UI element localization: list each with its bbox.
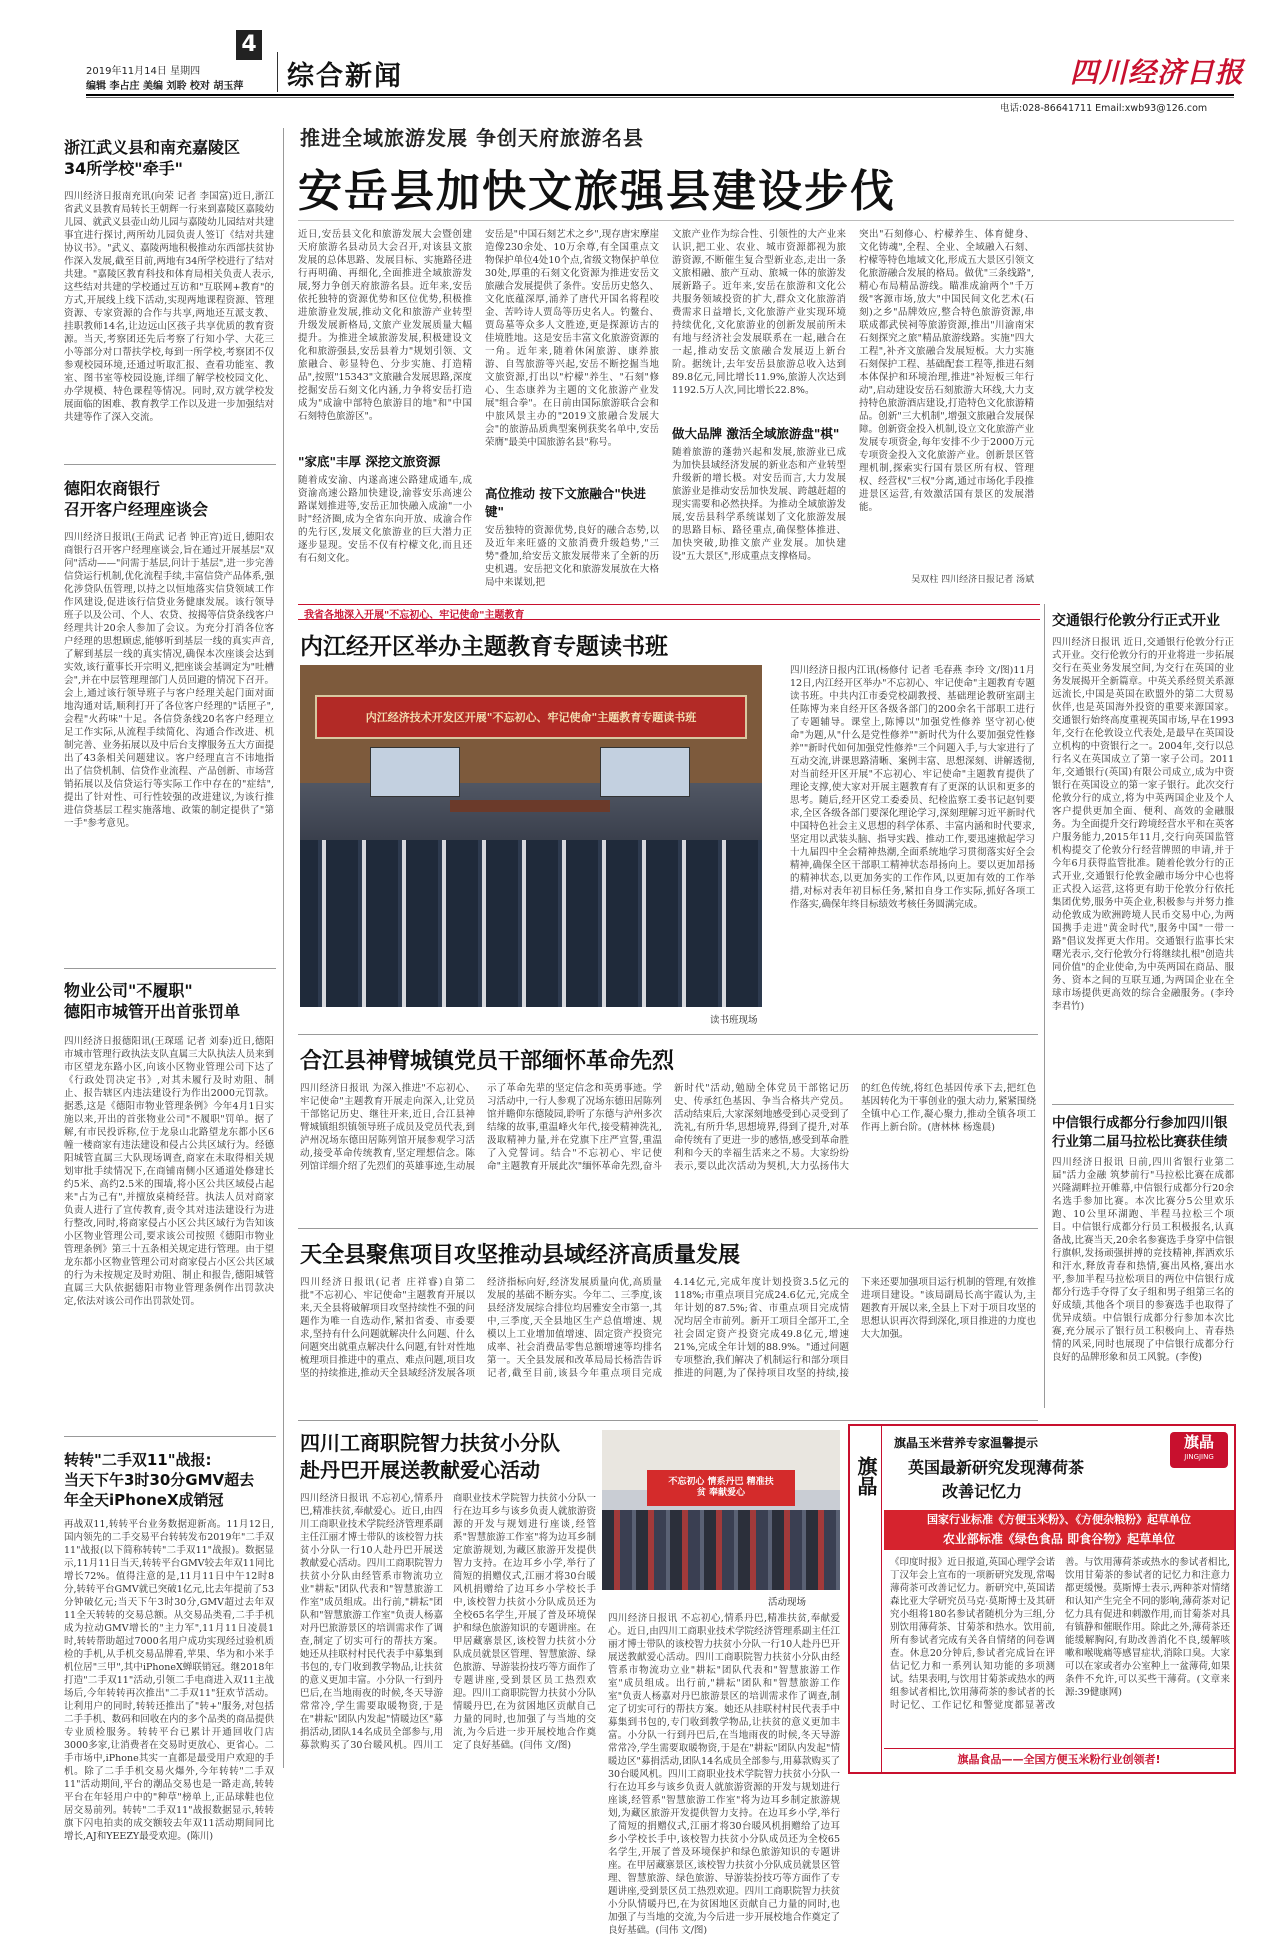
ad-brand-line: 旗晶玉米营养专家温馨提示 <box>894 1436 1039 1450</box>
neijiang-photo: 内江经济技术开发区开展"不忘初心、牢记使命"主题教育专题读书班 <box>300 665 762 1007</box>
hejiang-body: 四川经济日报讯 为深入推进"不忘初心、牢记使命"主题教育开展走向深入,让党员干部铭记历史、继往开来,近日,合江县神臂城镇组织镇领导班子成员及党员代表,到泸州况场东德田居陈列馆开展参观学习活动,接受革命传统教育,坚定理想信念。陈列馆详细介绍了先烈们的英雄事迹,生动展示了革命先辈的坚定信念和英勇事迹。学习活动中,一行人参观了况场东德田居陈列馆并瞻仰东德陵园,聆听了东德与泸州多次结缘的故事,重温峰火年代,接受精神洗礼,汲取精神力量,并在党旗下庄严宣誓,重温了入党誓词。结合"不忘初心、牢记使命"主题教育开展此次"缅怀革命先烈,奋斗新时代"活动,勉励全体党员干部铭记历史、传承红色基因、争当合格共产党员。活动结束后,大家深刻地感受到心灵受到了洗礼,有所升华,思想境界,得到了提升,对革命传统有了更进一步的感悟,感受到革命胜利和今天的幸福生活来之不易。大家纷纷表示,要以此次活动为契机,大力弘扬伟大的红色传统,将红色基因传承下去,把红色基因转化为干事创业的强大动力,紧紧围绕全镇中心工作,凝心聚力,推动全镇各项工作再上新台阶。(唐林林 杨逸晨) <box>300 1083 1036 1172</box>
ad-red-band: 国家行业标准《方便玉米粉》、《方便杂粮粉》起草单位 农业部标准《绿色食品 即食谷物》起草单位 <box>884 1510 1234 1550</box>
neijiang-body: 四川经济日报内江讯(杨修付 记者 毛春燕 李玲 文/图)11月12日,内江经开区举办"不忘初心、牢记使命"主题教育专题读书班。中共内江市委党校副教授、基础理论教研室副主任陈博为来自经开区各级各部门的200余名干部职工进行了专题辅导。课堂上,陈博以"加强党性修养 坚守初心使命"为题,从"什么是党性修养""新时代为什么要加强党性修养""新时代如何加强党性修养"三个问题入手,与大家进行了互动交流,讲课思路清晰、案例丰富、思想深刻、讲解透彻,对当前经开区开展"不忘初心、牢记使命"主题教育提供了理论支撑,使大家对开展主题教育有了更深的认识和更多的思考。随后,经开区党工委委员、纪检监察工委书记赵钊要求,全区各级各部门要深化理论学习,深刻理解习近平新时代中国特色社会主义思想的科学体系、丰富内涵和时代要求,坚定用以武装头脑、指导实践、推动工作,要迅速掀起学习十九届四中全会精神热潮,全面系统地学习贯彻落实好全会精神,确保全区干部职工精神状态昂扬向上。要以更加昂扬的精神状态,以更加务实的工作作风,以更加有效的工作举措,对标对表年初目标任务,紧扣自身工作实际,抓好各项工作落实,确保年终目标绩效考核任务圆满完成。 <box>790 665 1035 910</box>
lead-col-2: 安岳是"中国石刻艺术之乡",现存唐宋摩崖造像230余处、10万余尊,有全国重点文物保护单位4处10个点,省级文物保护单位30处,厚重的石刻文化资源为推进安岳文旅融合发展提供了条件。安岳历史悠久、文化底蕴深厚,涌养了唐代开国名将程咬金、苦吟诗人贾岛等历史名人。钓鳌台、贾岛墓等众多人文胜迹,更是探源访古的佳境胜地。这是安岳丰富文化旅游资源的一角。近年来,随着休闲旅游、康养旅游、自驾旅游等兴起,安岳不断挖掘当地文旅资源,打出以"柠檬"养生、"石刻"修心、生态康养为主题的文化旅游产业发展"组合拳"。在日前由国际旅游联合会和中旅风景主办的"2019文旅融合发展大会"的旅游品质典型案例获奖名单中,安岳荣膺"最美中国旅游名县"称号。 高位推动 按下文旅融合"快进键" 安岳独特的资源优势,良好的融合态势,以及近年来旺盛的文旅消费升级趋势,"三势"叠加,给安岳文旅发展带来了全新的历史机遇。安岳把文化和旅游发展放在大格局中来谋划,把 <box>485 229 659 588</box>
article-wuyi-body: 四川经济日报南充讯(向荣 记者 李国富)近日,浙江省武义县教育局转长王朝辉一行来到嘉陵区嘉陵幼儿园、就武义县壶山幼儿园与嘉陵幼儿园结对共建事宜进行探讨,两所幼儿园负责人签订《结对共建协议书》。"武义、嘉陵两地积极推动东西部扶贫协作深入发展,截至目前,两地有34所学校进行了结对共建。"嘉陵区教育科技和体育局相关负责人表示,这些结对共建的学校通过互访和"互联网+教育"的方式,开展线上线下活动,实现两地课程资源、管理资源、专家资源的合作与共享,两地还互派支教、挂职教师14名,让边远山区孩子共享优质的教育资源。当天,考察团还先后考察了行知小学、大花三小等部分对口帮扶学校,每到一所学校,考察团不仅参观校园环境,还通过听取汇报、查看功能室、教室、图书室等校园设施,详细了解学校校园文化、办学规模、特色课程等情况。同时,双方就学校发展面临的困难、教育教学工作以及进一步加强结对共建等作了深入交流。 <box>64 191 274 423</box>
jingjing-ad <box>848 1424 1236 1774</box>
article-zhuanzhuan-body: 再战双11,转转平台业务数据迎新高。11月12日,国内领先的二手交易平台转转发布2019年"二手双11"战报(以下简称转转"二手双11"战报)。数据显示,11月11日当天,转转平台GMV较去年双11同比增长72%。值得注意的是,11月11日中午12时8分,转转平台GMV就已突破1亿元,比去年提前了53分钟破亿元;当天下午3时30分,GMV超过去年双11全天转转的交易总额。从交易品类看,二手手机成为拉动GMV增长的"主力军",11月11日凌晨1时,转转帮助超过7000名用户成功实现经过验机质检的手机,从手机交易品牌看,苹果、华为和小米手机位居"三甲",其中iPhoneX蝉联销冠。继2018年打造"二手双11"活动,引领二手电商进入双11主战场后,今年转转再次推出"二手双11"狂欢节活动。让利用户的同时,转转还推出了"转+"服务,对包括二手手机、数码和回收在内的多个品类的商品提供专业质检服务。转转平台已累计开通回收门店3000多家,让消费者在交易时更放心、更省心。二手市场中,iPhone其实一直都是最受用户欢迎的手机。除了二手手机交易火爆外,今年转转"二手双11"活动期间,平台的潮品交易也是一路走高,转转平台在年轻用户中的"种草"榜单上,正品球鞋也位居交易前列。转转"二手双11"战报数据显示,转转旗下闪电拍卖的成交额较去年双11活动期间同比增长,AJ和YEEZY最受欢迎。(陈川) <box>64 1519 274 1842</box>
sichuan-body: 四川经济日报讯 不忘初心,情系丹巴,精准扶贫,奉献爱心。近日,由四川工商职业技术学院经济管理系副主任江丽才博士带队的该校智力扶贫小分队一行10人赴丹巴开展送教献爱心活动。四川工商职院智力扶贫小分队由经管系市物流功立业"耕耘"团队代表和"智慧旅游工作室"成员组成。出行前,"耕耘"团队和"智慧旅游工作室"负责人杨嘉对丹巴旅游景区的培训需求作了调查,制定了切实可行的帮扶方案。她还从挂联村村民代表手中募集到书包的,专门收到教学物品,让扶贫的意义更加丰富。小分队一行到丹巴后,在当地雨夜的时候,冬天导游常常冷,学生需要取暖物资,于是在"耕耘"团队内发起"情暖边区"募捐活动,团队14名成员全部参与,用募款购买了30台暖风机。四川工商职业技术学院智力扶贫小分队一行在边耳乡与该乡负责人就旅游资源的开发与规划进行座谈,经管系"智慧旅游工作室"将为边耳乡制定旅游规划,为藏区旅游开发提供智力支持。在边耳乡小学,举行了简短的捐赠仪式,江丽才将30台暖风机捐赠给了边耳乡小学校长手中,该校智力扶贫小分队成员还为全校65名学生,开展了普及环境保护和绿色旅游知识的专题讲座。在甲居藏寨景区,该校智力扶贫小分队成员就景区管理、智慧旅游、绿色旅游、导游装扮技巧等方面作了专题讲座,受到景区员工热烈欢迎。四川工商职院智力扶贫小分队情暖丹巴,在为贫困地区贡献自己力量的同时,也加强了与当地的交流,为今后进一步开展校地合作奠定了良好基础。(闫伟 文/图) <box>300 1493 596 1751</box>
hejiang-title: 合江县神臂城镇党员干部缅怀革命先烈 <box>300 1048 675 1074</box>
sichuan-body-cont: 四川经济日报讯 不忘初心,情系丹巴,精准扶贫,奉献爱心。近日,由四川工商职业技术学院经济管理系副主任江丽才博士带队的该校智力扶贫小分队一行10人赴丹巴开展送教献爱心活动。四川工商职院智力扶贫小分队由经管系市物流功立业"耕耘"团队代表和"智慧旅游工作室"成员组成。出行前,"耕耘"团队和"智慧旅游工作室"负责人杨嘉对丹巴旅游景区的培训需求作了调查,制定了切实可行的帮扶方案。她还从挂联村村民代表手中募集到书包的,专门收到教学物品,让扶贫的意义更加丰富。小分队一行到丹巴后,在当地雨夜的时候,冬天导游常常冷,学生需要取暖物资,于是在"耕耘"团队内发起"情暖边区"募捐活动,团队14名成员全部参与,用募款购买了30台暖风机。四川工商职业技术学院智力扶贫小分队一行在边耳乡与该乡负责人就旅游资源的开发与规划进行座谈,经管系"智慧旅游工作室"将为边耳乡制定旅游规划,为藏区旅游开发提供智力支持。在边耳乡小学,举行了简短的捐赠仪式,江丽才将30台暖风机捐赠给了边耳乡小学校长手中,该校智力扶贫小分队成员还为全校65名学生,开展了普及环境保护和绿色旅游知识的专题讲座。在甲居藏寨景区,该校智力扶贫小分队成员就景区管理、智慧旅游、绿色旅游、导游装扮技巧等方面作了专题讲座,受到景区员工热烈欢迎。四川工商职院智力扶贫小分队情暖丹巴,在为贫困地区贡献自己力量的同时,也加强了与当地的交流,为今后进一步开展校地合作奠定了良好基础。(闫伟 文/图) <box>608 1613 840 1936</box>
ad-footer: 旗晶食品——全国方便玉米粉行业创领者! <box>884 1748 1234 1770</box>
neijiang-caption: 读书班现场 <box>710 1015 758 1026</box>
contact-line: 电话:028-86641711 Email:xwb93@126.com <box>1000 103 1208 114</box>
sichuan-photo: 不忘初心 情系丹巴 精准扶贫 奉献爱心 <box>602 1430 840 1590</box>
article-property-title: 物业公司"不履职" 德阳市城管开出首张罚单 <box>64 981 241 1021</box>
page-date: 2019年11月14日 星期四 <box>86 66 201 77</box>
lead-col-4: 突出"石刻修心、柠檬养生、体育健身、文化铸魂",全程、全业、全域融入石刻、柠檬等特色地域文化,形成五大景区引领文化旅游融合发展的格局。做优"三条线路",精心布局精品游线。瞄准成渝两个"千万级"客源市场,放大"中国民间文化艺术(石刻)之乡"品牌效应,整合特色旅游资源,串联成都武侯祠等旅游资源,推出"川渝南宋石刻探究之旅"精品旅游线路。实施"四大工程",补齐文旅融合发展短板。大力实施石刻保护工程、基础配套工程等,推进石刻本体保护和环境治理,推进"补短板三年行动",启动建设安岳石刻旅游大环线,大力支持特色旅游酒店建设,打造特色文化旅游精品。创新"三大机制",增强文旅融合发展保障。创新资金投入机制,设立文化旅游产业发展专项资金,每年安排不少于2000万元专项资金投入文化旅游产业。创新景区管理机制,探索实行国有景区所有权、管理权、经营权"三权"分离,通过市场化手段推进景区运营,有效激活国有景区的发展潜能。 吴双柱 四川经济日报记者 汤斌 <box>859 229 1034 585</box>
ad-side-logo: 旗晶 <box>854 1456 878 1496</box>
article-zhuanzhuan-title: 转转"二手双11"战报: 当天下午3时30分GMV超去 年全天iPhoneX成销冠 <box>64 1451 255 1509</box>
theme-banner: 我省各地深入开展"不忘初心、牢记使命"主题教育 <box>298 604 1040 620</box>
article-property-body: 四川经济日报德阳讯(王琛瑶 记者 刘泰)近日,德阳市城市管理行政执法支队直属三大队执法人员来到市区望龙东路小区,向该小区物业管理公司下达了《行政处罚决定书》,对其未履行及时劝阻、制止、报告辖区内违法建设行为作出2000元罚款。据悉,这是《德阳市物业管理条例》今年4月1日实施以来,开出的首张物业公司"不履职"罚单。据了解,有市民投诉称,位于龙泉山北路望龙东都小区6幢一楼商家有违法建设和侵占公共区域行为。经德阳城管直属三大队现场调查,商家在未取得相关规划审批手续情况下,在商铺南侧小区通道处修建长约5米、高约2.5米的围墙,将小区公共区域侵占起来"占为己有",并擅放桌椅经营。执法人员对商家负责人进行了宣传教育,责令其对违法建设行为进行整改,同时,将商家侵占小区公共区域行为告知该小区物业管理公司,要求该公司按照《德阳市物业管理条例》第三十五条相关规定进行管理。由于望龙东都小区物业管理公司对商家侵占小区公共区域的行为未按规定及时劝阻、制止和报告,德阳城管直属三大队依据德阳市物业管理条例作出罚款决定,依法对该公司作出罚款处罚。 <box>64 1036 274 1307</box>
section-title: 综合新闻 <box>287 61 403 92</box>
ad-brand-badge: 旗晶 JINGJING <box>1170 1432 1228 1468</box>
article-deyang-bank-body: 四川经济日报讯(王尚武 记者 钟正宵)近日,德阳农商银行召开客户经理座谈会,旨在通过开展基层"双问"活动——"问需于基层,问计于基层",进一步完善信贷运行机制,优化流程手续,丰富信贷产品体系,强化涉贷队伍管理,以持之以恒地落实信贷领域工作作风建设,促进该行信贷业务健康发展。该行领导班子以及公司、个人、农贷、按揭等信贷条线客户经理共计20余人参加了会议。为充分打消各位客户经理的思想顾虑,能够听到基层一线的真实声音,了解到基层一线的真实情况,确保本次座谈会达到实效,该行董事长开宗明义,把座谈会基调定为"吐槽会",并在中层管理理部门人员回避的情况下召开。会上,通过该行领导班子与客户经理关起门面对面地沟通对话,顺利打开了各位客户经理的"话匣子",会程"火药味"十足。各信贷条线20名客户经理立足工作实际,从流程手续简化、沟通合作改进、机制完善、业务拓展以及中后台支撑服务五大方面提出了43条相关问题建议。客户经理直言不讳地指出了信贷机制、信贷作业流程、产品创新、市场营销拓展以及信贷运行等实际工作中存在的"症结",提出了针对性、可行性较强的改进建议,为该行推进信贷基层工程实施落地、政策的制定提供了"第一手"参考意见。 <box>64 532 274 829</box>
lead-col-3: 文旅产业作为综合性、引领性的大产业来认识,把工业、农业、城市资源都视为旅游资源,不断催生复合型新业态,走出一条文旅相融、旅产互动、旅城一体的旅游发展新路子。近年来,安岳在旅游和文化公共服务领域投资的扩大,群众文化旅游消费需求日益增长,文化旅游产业实现环境持续优化,文化旅游业的创新发展前所未有地与经济社会发展联系在一起,融合在一起,推动安岳文旅融合发展迈上新台阶。据统计,去年安岳县旅游总收入达到89.8亿元,同比增长11.9%,旅游人次达到1192.5万人次,同比增长22.8%。 做大品牌 激活全域旅游盘"棋" 随着旅游的蓬勃兴起和发展,旅游业已成为加快县域经济发展的新业态和产业转型升级新的增长极。对安岳而言,大力发展旅游业是推动安岳加快发展、跨越赶超的现实需要和必然抉择。为推动全域旅游发展,安岳县科学系统谋划了文化旅游发展的思路目标、路径重点,确保整体推进、加快突破,助推文旅产业发展。加快建设"五大景区",形成重点支撑格局。 <box>672 229 846 562</box>
sichuan-caption: 活动现场 <box>768 1597 807 1608</box>
citic-title: 中信银行成都分行参加四川银 行业第二届马拉松比赛获佳绩 <box>1052 1115 1228 1150</box>
article-deyang-bank-title: 德阳农商银行 召开客户经理座谈会 <box>64 479 209 519</box>
tianquan-body: 四川经济日报讯(记者 庄祥睿)自第二批"不忘初心、牢记使命"主题教育开展以来,天全县将破解项目攻坚持续性不强的问题作为唯一自选动作,紧扣省委、市委要求,坚持有什么问题就解决什么问题、什么问题突出就重点解决什么问题,有针对性地梳理项目推进中的重点、难点问题,项目攻坚的持续推进,推动天全县域经济发展各项经济指标向好,经济发展质量向优,高质量发展的基础不断夯实。今年二、三季度,该县经济发展综合排位均居雅安全市第一,其中,三季度,天全县地区生产总值增速、规模以上工业增加值增速、固定资产投资完成率、社会消费品零售总额增速等均排名第一。天全县发展和改革局局长杨浩告诉记者,截至目前,该县今年重点项目完成4.14亿元,完成年度计划投资3.5亿元的118%;市重点项目完成24.6亿元,完成全年计划的87.5%;省、市重点项目完成情况均居全市前列。新开工项目全部开工,全社会固定资产投资完成49.8亿元,增速21%,完成全年计划的88.9%。"通过问题专项整治,我们解决了机制运行和部分项目推进的问题,为了保持项目攻坚的持续,接下来还要加强项目运行机制的管理,有效推进项目建设。"该局副局长高宇霞认为,主题教育开展以来,全县上下对于项目攻坚的思想认识再次得到深化,项目推进的力度也大大加强。 <box>300 1277 1036 1379</box>
neijiang-title: 内江经开区举办主题教育专题读书班 <box>300 633 668 660</box>
lead-kicker: 推进全域旅游发展 争创天府旅游名县 <box>300 126 644 150</box>
page-number: 4 <box>236 30 262 60</box>
newspaper-logo: 四川经济日报 <box>1070 56 1245 89</box>
tianquan-title: 天全县聚焦项目攻坚推动县域经济高质量发展 <box>300 1242 741 1268</box>
sichuan-title: 四川工商职院智力扶贫小分队 赴丹巴开展送教献爱心活动 <box>300 1431 560 1482</box>
lead-col-1: 近日,安岳县文化和旅游发展大会暨创建天府旅游名县动员大会召开,对该县文旅发展的总体思路、发展目标、实施路径进行再明确、再细化,全面推进全域旅游发展,努力争创天府旅游名县。近年来,安岳依托独特的资源优势和区位优势,积极推进旅游业发展,推动文化和旅游产业转型升级发展新格局,文旅产业发展质量大幅提升。为推进全域旅游发展,积极建设文化和旅游强县,安岳县着力"规划引领、文旅融合、彰显特色、分步实施、打造精品",按照"15343"文旅融合发展思路,深度挖掘安岳石刻文化内涵,力争将安岳打造成为"成渝中部特色旅游目的地"和"中国石刻特色旅游区"。 "家底"丰厚 深挖文旅资源 随着成安渝、内遂高速公路建成通车,成资渝高速公路加快建设,渝蓉安乐高速公路谋划推进等,安岳正加快融入成渝"一小时"经济圈,成为全省东向开放、成渝合作的先行区,发展文化旅游业的巨大潜力正逐步显现。安岳不仅有柠檬文化,而且还有石刻文化。 <box>298 229 472 564</box>
article-wuyi-title: 浙江武义县和南充嘉陵区 34所学校"牵手" <box>64 138 241 178</box>
ad-body: 《印度时报》近日报道,英国心理学会诺丁汉年会上宣布的一项新研究发现,常喝薄荷茶可改善记忆力。新研究中,英国诺森比亚大学研究员马克·莫斯博士及其研究小组将180名参试者随机分为三组,分别饮用薄荷茶、甘菊茶和热水。饮用前,所有参试者完成有关各自情绪的问卷调查。休息20分钟后,参试者完成旨在评估记忆力和一系列认知功能的多项测试。结果表明,与饮用甘菊茶或热水的两组参试者相比,饮用薄荷茶的参试者的长时记忆、工作记忆和警觉度都显著改善。与饮用薄荷茶或热水的参试者相比,饮用甘菊茶的参试者的记忆力和注意力都更缓慢。莫斯博士表示,两种茶对情绪和认知产生完全不同的影响,薄荷茶对记忆力具有促进和刺激作用,而甘菊茶对具有镇静和催眠作用。除此之外,薄荷茶还能缓解胸闷,有助改善消化不良,缓解咳嗽和喉咙痛等感冒症状,消除口臭。大家可以在家或者办公室种上一盆薄荷,如果条件不允许,可以买些干薄荷。(文章来源:39健康网) <box>890 1557 1230 1711</box>
citic-body: 四川经济日报讯 日前,四川省银行业第二届"活力金融 筑梦前行"马拉松比赛在成都兴隆湖畔拉开帷幕,中信银行成都分行20余名选手参加比赛。本次比赛分5公里欢乐跑、10公里环湖跑、半程马拉松三个项目。中信银行成都分行员工积极报名,认真备战,比赛当天,20余名参赛选手身穿中信银行旗帜,发扬顽强拼搏的竞技精神,挥洒欢乐和汗水,释放青春和热情,赛出风格,赛出水平,参加半程马拉松项目的两位中信银行成都分行选手夺得了女子组和男子组第三名的好成绩,其他各个项目的参赛选手也取得了优异成绩。中信银行成都分行参加本次比赛,充分展示了银行员工积极向上、青春热情的风采,同时也展现了中信银行成都分行良好的品牌形象和员工风貌。(李俊) <box>1052 1157 1234 1363</box>
bocom-body: 四川经济日报讯 近日,交通银行伦敦分行正式开业。交行伦敦分行的开业将进一步拓展交行在英业务发展空间,为交行在英国的业务发展揭开全新篇章。中英关系经贸关系源远流长,中国是英国在欧盟外的第二大贸易伙伴,也是英国海外投资的重要来源国家。交通银行始终高度重视英国市场,早在1993年,交行在伦敦设立代表处,是最早在英国设立机构的中资银行之一。2004年,交行以总行名义在英国成立了第一家子公司。2011年,交通银行(英国)有限公司成立,成为中资银行在英国设立的第一家子银行。此次交行伦敦分行的成立,将为中英两国企业及个人客户提供更加全面、便利、高效的金融服务。为全面提升交行跨境经营水平和在英客户服务能力,2015年11月,交行向英国监管机构提交了伦敦分行经营牌照的申请,并于今年6月获得监管批准。随着伦敦分行的正式开业,交通银行伦敦金融市场分中心也将正式投入运营,这将更有助于伦敦分行依托集团优势,服务中英企业,积极参与并努力推动伦敦成为欧洲跨境人民币交易中心,为两国携手走进"黄金时代",服务中国"一带一路"倡议发挥更大作用。交通银行监事长宋曙光表示,交行伦敦分行将继续扎根"创造共同价值"的企业使命,为中英两国在商品、服务、资本之间的互联互通,为两国企业在全球市场提供更高效的综合金融服务。(李玲 李君竹) <box>1052 637 1234 1012</box>
editors-line: 编辑 李占庄 美编 刘聆 校对 胡玉萍 <box>86 81 244 92</box>
ad-headline: 英国最新研究发现薄荷茶 改善记忆力 <box>908 1458 1085 1501</box>
bocom-title: 交通银行伦敦分行正式开业 <box>1052 613 1220 629</box>
lead-headline: 安岳县加快文旅强县建设步伐 <box>298 166 896 217</box>
